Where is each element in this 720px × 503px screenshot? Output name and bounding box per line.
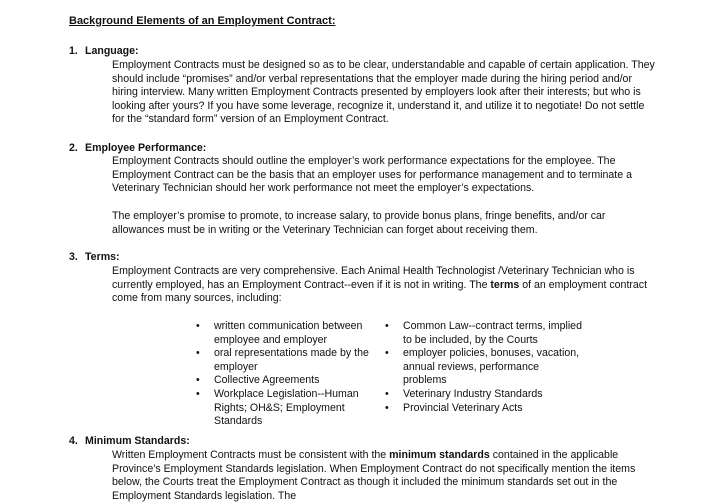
section-heading-language: [69, 45, 139, 59]
section-heading-employee-performance: [69, 142, 206, 156]
section-heading-terms: [69, 251, 120, 265]
terms-bold: terms: [490, 278, 520, 291]
minimum-standards-paragraph: [112, 449, 657, 503]
section-heading-minimum-standards: [69, 435, 190, 449]
section-number: 2.: [69, 142, 78, 154]
section-title: Employee Performance:: [85, 142, 207, 154]
list-item: • Provincial Veterinary Acts: [385, 402, 585, 416]
sources-list-right: [385, 320, 585, 415]
terms-paragraph: [112, 265, 657, 306]
list-item: • Veterinary Industry Standards: [385, 388, 585, 402]
list-item: • Collective Agreements: [196, 374, 381, 388]
section-title: Terms:: [85, 251, 120, 263]
section-number: 3.: [69, 251, 78, 263]
section-title: Minimum Standards:: [85, 435, 190, 447]
promise-paragraph: The employer’s promise to promote, to increase salary, to provide bonus plans, fringe benefits, and/or car allowances must be in writing or the Veterinary Technician can forget about receiving them.: [112, 210, 606, 236]
terms-text-post: of an employment contract come from many sources, including:: [112, 278, 648, 305]
terms-text-pre: Employment Contracts are very comprehensive. Each Animal Health Technologist /Veterinary Technician who is currently employed, has an Employment Contract--even if it is not in writing. The: [112, 265, 635, 291]
sources-list-left: [196, 320, 381, 429]
standards-bold: minimum standards: [389, 449, 490, 461]
section-title: Language:: [85, 45, 139, 57]
section-number: 4.: [69, 435, 78, 447]
list-item: • employer policies, bonuses, vacation, annual reviews, performance problems: [385, 347, 585, 388]
language-paragraph: Employment Contracts must be designed so as to be clear, understandable and capable of certain application. They should include “promises” and/or verbal representations that the employer made during the hiring period and/or hiring interview. Many written Employment Contracts presented by employers look after their interests; but who is looking after yours? If you have some leverage, recognize it, understand it, and utilize it to negotiate! Do not settle for the “standard form” version of an Employment Contract.: [112, 59, 655, 126]
list-item: • Common Law--contract terms, implied to be included, by the Courts: [385, 320, 585, 347]
performance-paragraph: Employment Contracts should outline the employer’s work performance expectations for the employee. The Employment Contract can be the basis that an employer uses for performance management and to terminate a Veterinary Technician should her work performance not meet the employer’s expectations.: [112, 155, 632, 195]
list-item: • oral representations made by the employer: [196, 347, 381, 374]
standards-text-post: contained in the applicable Province’s Employment Standards legislation. When Employment Contract do not specifically mention the items below, the Courts treat the Employment Contract as though it included the minimum standards set out in the Employment Standards legislation. The: [112, 449, 636, 502]
section-number: 1.: [69, 45, 78, 57]
standards-text-pre: Written Employment Contracts must be consistent with the: [112, 449, 390, 461]
list-item: • written communication between employee and employer: [196, 320, 381, 347]
document-title: Background Elements of an Employment Contract:: [69, 15, 336, 27]
list-item: • Workplace Legislation--Human Rights; OH&S; Employment Standards: [196, 388, 381, 429]
